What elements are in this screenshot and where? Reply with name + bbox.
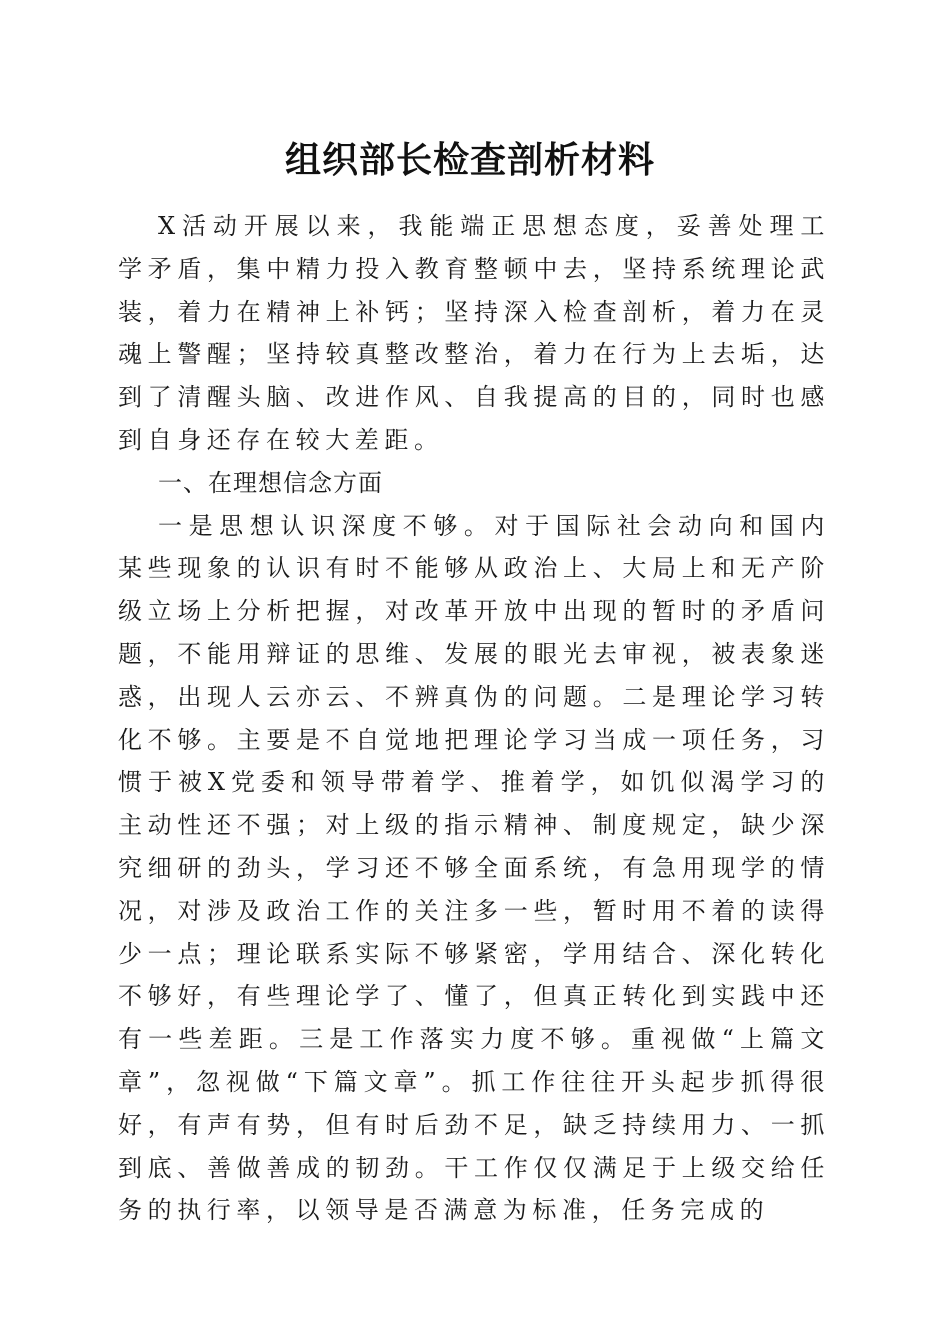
document-title: 组织部长检查剖析材料 [284, 139, 655, 181]
intro-paragraph: X活动开展以来，我能端正思想态度，妥善处理工学矛盾，集中精力投入教育整顿中去，坚持系统理论武装，着力在精神上补钙；坚持深入检查剖析，着力在灵魂上警醒；坚持较真整改整治，着力在行为上去垢，达到了清醒头脑、改进作风、自我提高的目的，同时也感到自身还存在较大差距。 [118, 212, 830, 454]
section-paragraph-ideals: 一是思想认识深度不够。对于国际社会动向和国内某些现象的认识有时不能够从政治上、大局上和无产阶级立场上分析把握，对改革开放中出现的暂时的矛盾问题，不能用辩证的思维、发展的眼光去审视，被表象迷惑，出现人云亦云、不辨真伪的问题。二是理论学习转化不够。主要是不自觉地把理论学习当成一项任务，习惯于被X党委和领导带着学、推着学，如饥似渴学习的主动性还不强；对上级的指示精神、制度规定，缺少深究细研的劲头，学习还不够全面系统，有急用现学的情况，对涉及政治工作的关注多一些，暂时用不着的读得少一点；理论联系实际不够紧密，学用结合、深化转化不够好，有些理论学了、懂了，但真正转化到实践中还有一些差距。三是工作落实力度不够。重视做“上篇文章”，忽视做“下篇文章”。抓工作往往开头起步抓得很好，有声有势，但有时后劲不足，缺乏持续用力、一抓到底、善做善成的韧劲。干工作仅仅满足于上级交给任务的执行率，以领导是否满意为标准，任务完成的 [118, 511, 830, 1225]
section-heading-ideals: 一、在理想信念方面 [158, 468, 383, 497]
document-body [118, 205, 830, 1232]
